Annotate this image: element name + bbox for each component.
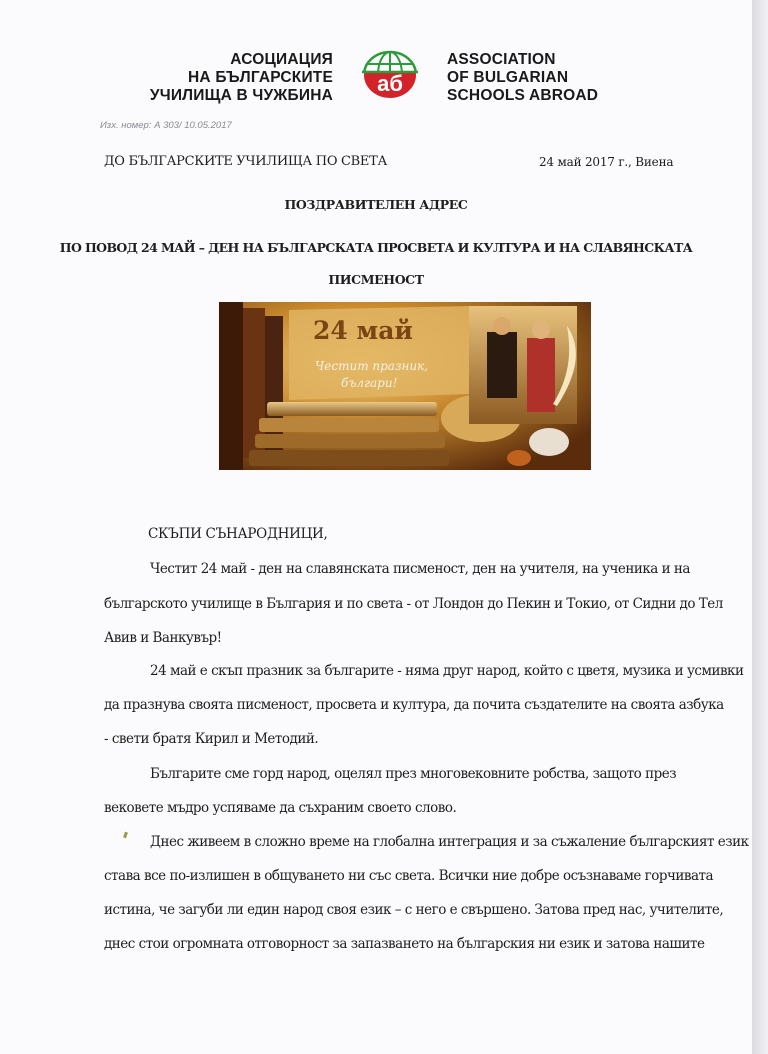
banner-greeting-1: Честит празник, (315, 359, 429, 373)
scan-page-edge (752, 0, 768, 1054)
body-line-6: - свети братя Кирил и Методий. (104, 731, 319, 747)
addressee: ДО БЪЛГАРСКИТЕ УЧИЛИЩА ПО СВЕТА (104, 154, 388, 169)
body-line-8: вековете мъдро успяваме да съхраним своето слово. (104, 800, 457, 816)
book-spine-left (219, 302, 243, 470)
banner-heading: 24 май (313, 316, 413, 345)
holiday-banner-image (219, 302, 591, 470)
org-name-english (447, 51, 647, 105)
body-line-10: става все по-излишен в общуването ни със света. Всички ние добре осъзнаваме горчивата (104, 868, 714, 884)
book-stack (267, 402, 437, 416)
body-line-1: Честит 24 май - ден на славянската писменост, ден на учителя, на ученика и на (150, 561, 690, 577)
date-and-place: 24 май 2017 г., Виена (539, 155, 674, 169)
body-line-4: 24 май е скъп празник за българите - няма друг народ, който с цветя, музика и усмивки (150, 663, 744, 679)
document-subtitle-line-1: ПО ПОВОД 24 МАЙ – ДЕН НА БЪЛГАРСКАТА ПРОСВЕТА И КУЛТУРА И НА СЛАВЯНСКАТА (59, 240, 693, 255)
reference-number: Изх. номер: А 303/ 10.05.2017 (100, 120, 232, 131)
org-bg-line-1: АСОЦИАЦИЯ (230, 51, 333, 68)
body-line-11: истина, че загуби ли един народ своя език – с него е свършено. Затова пред нас, учителите, (104, 902, 724, 918)
body-line-3: Авив и Ванкувър! (104, 630, 222, 646)
body-line-2: българското училище в България и по света - от Лондон до Пекин и Токио, от Сидни до Тел (104, 596, 723, 612)
banner-greeting-2: българи! (341, 376, 398, 390)
org-en-line-2: OF BULGARIAN (447, 69, 569, 86)
document-title: ПОЗДРАВИТЕЛЕН АДРЕС (284, 197, 468, 212)
org-en-line-1: ASSOCIATION (447, 51, 556, 68)
body-line-5: да празнува своята писменост, просвета и култура, да почита създателите на своята азбука (104, 697, 724, 713)
org-bg-line-3: УЧИЛИЩА В ЧУЖБИНА (149, 87, 333, 104)
org-bg-line-2: НА БЪЛГАРСКИТЕ (188, 69, 333, 86)
inkwell-icon (529, 428, 569, 456)
globe-logo-icon (362, 50, 418, 100)
body-line-7: Българите сме горд народ, оцелял през многовековните робства, защото през (150, 766, 677, 782)
org-en-line-3: SCHOOLS ABROAD (447, 87, 599, 104)
body-line-9: Днес живеем в сложно време на глобална интеграция и за съжаление българският език (150, 834, 749, 850)
body-line-12: днес стои огромната отговорност за запазването на българския ни език и затова нашите (104, 936, 705, 952)
logo-letters: аб (377, 71, 403, 96)
document-subtitle-line-2: ПИСМЕНОСТ (328, 272, 424, 287)
saints-icon-image (469, 306, 577, 424)
org-name-bulgarian (130, 51, 333, 105)
association-logo (362, 50, 418, 100)
scan-mark (123, 832, 128, 839)
salutation: СКЪПИ СЪНАРОДНИЦИ, (148, 526, 328, 542)
